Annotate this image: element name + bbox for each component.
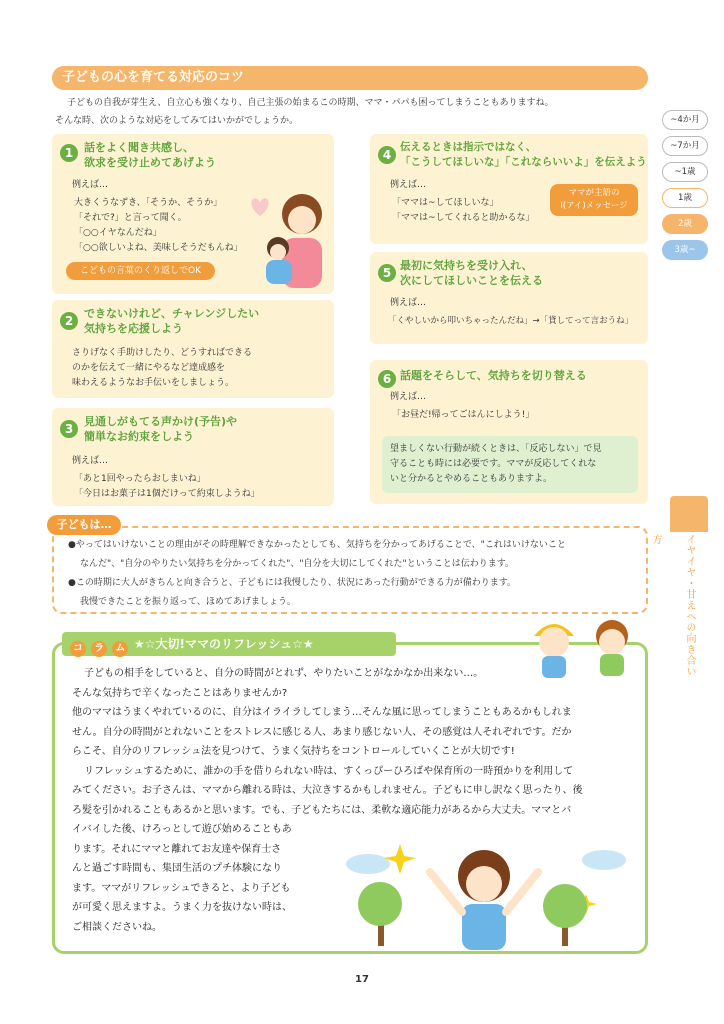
intro-line-2: そんな時、次のような対応をしてみてはいかがでしょうか。: [55, 116, 299, 126]
tip-3-example: 例えば…: [72, 456, 109, 466]
mother-child-illustration: [248, 182, 328, 290]
tip-1-callout: こどもの言葉のくり返しでOK: [66, 262, 215, 280]
tip-4-lines: 「ママは~してほしいな」 「ママは~してくれると助かるな」: [392, 198, 535, 223]
tip-3-number: 3: [60, 418, 78, 438]
tip-2-lines: さりげなく手助けしたり、どうすればできる のかを伝えて一緒にやるなど達成感を 味わえるようなお手伝いをしましょう。: [72, 348, 253, 388]
page-number: 17: [355, 974, 369, 985]
tip-2-card: [52, 300, 334, 398]
tip-1-lines: 大きくうなずき、「そうか、そうか」 「それで?」と言って聞く。 「○○イヤなんだね」 「○○欲しいよね、美味しそうだもんね」: [74, 198, 243, 253]
tip-4-card: [370, 134, 648, 244]
tab-4months[interactable]: ~4か月: [662, 110, 708, 130]
column-title: ★☆大切!ママのリフレッシュ☆★: [134, 637, 314, 651]
tip-5-title: 最初に気持ちを受け入れ、 次にしてほしいことを伝える: [400, 259, 543, 287]
tip-6-example: 例えば…: [390, 392, 427, 402]
column-label: コ ラ ム: [70, 636, 128, 657]
tip-6-lines: 「お昼だ!帰ってごはんにしよう!」: [392, 410, 535, 420]
tip-5-card: [370, 252, 648, 344]
tip-2-number: 2: [60, 310, 78, 330]
tip-3-lines: 「あと1回やったらおしまいね」 「今日はお菓子は1個だけって約束しようね」: [74, 474, 260, 499]
tip-6-card: [370, 360, 648, 504]
tip-5-lines: 「くやしいから叩いちゃったんだね」→「貸してって言おうね」: [388, 316, 634, 326]
tab-1year-under[interactable]: ~1歳: [662, 162, 708, 182]
tip-6-number: 6: [378, 368, 396, 388]
category-tab: [670, 496, 708, 532]
column-text-bottom: イバイした後、けろっとして遊び始めることもあ ります。それにママと離れてお友達や保育士さ んと過ごす時間も、集団生活のプチ体験になり ます。ママがリフレッシュできると、より子ども が可愛く思えますよ。うまく力を抜けない時は、 ご相談くださいね。: [72, 824, 292, 933]
tip-1-example: 例えば…: [72, 180, 109, 190]
tip-1-number: 1: [60, 142, 78, 162]
tip-6-title: 話題をそらして、気持ちを切り替える: [400, 369, 587, 382]
tab-7months[interactable]: ~7か月: [662, 136, 708, 156]
tip-5-number: 5: [378, 262, 396, 282]
kodomo-text: ●やってはいけないことの理由がその時理解できなかったとしても、気持ちを分かってあげることで、"これはいけないこと なんだ"、"自分のやりたい気持ちを分かってくれた"、"自分を大切にしてくれた"ということは伝わります。 ●この時期に大人がきちんと向き合うと、子どもには我慢したり、状況にあった行動ができる力が備わります。 我慢できたことを振り返って、ほめてあげましょう。: [68, 540, 566, 607]
tip-1-card: [52, 134, 334, 294]
tip-3-title: 見通しがもてる声かけ(予告)や 簡単なお約束をしよう: [84, 415, 238, 443]
tip-6-note: 望ましくない行動が続くときは、「反応しない」で見 守ることも時には必要です。ママが反応してくれな いと分かるとやめることもありますよ。: [382, 436, 638, 493]
column-text-top: 子どもの相手をしていると、自分の時間がとれず、やりたいことがなかなか出来ない…。 そんな気持ちで辛くなったことはありませんか? 他のママはうまくやれているのに、自分はイライラしてしまう…そんな風に思ってしまうこともあるかもしれま せん。自分の時間がとれないことをストレスに感じる人、あまり感じない人、その感覚は人それぞれです。だか らこそ、自分のリフレッシュ法を見つけて、うまく気持ちをコントロールしていくことが大切です! リフレッシュするために、誰かの手を借りられない時は、すくっぴーひろばや保育所の一時預かりを利用して みてください。お子さんは、ママから離れる時は、大泣きするかもしれません。子どもに申し訳なく思ったり、後 ろ髪を引かれることもあるかと思います。でも、子どもたちには、柔軟な適応能力があるから大丈夫。ママとバ: [72, 668, 583, 816]
mother-refresh-illustration: [334, 832, 640, 950]
tip-2-title: できないけれど、チャレンジしたい 気持ちを応援しよう: [84, 307, 260, 335]
category-label: イヤイヤ・甘えへの向き合い方: [650, 534, 695, 677]
tab-3years[interactable]: 3歳~: [662, 240, 708, 260]
intro-text: [55, 94, 645, 130]
tip-4-example: 例えば…: [390, 180, 427, 190]
tip-5-example: 例えば…: [390, 298, 427, 308]
tip-4-callout: ママが主語の I(アイ)メッセージ: [550, 184, 638, 216]
tip-4-number: 4: [378, 144, 396, 164]
tip-1-title: 話をよく聞き共感し、 欲求を受け止めてあげよう: [84, 141, 216, 169]
section-title: 子どもの心を育てる対応のコツ: [52, 66, 648, 90]
tab-2years[interactable]: 2歳: [662, 214, 708, 234]
tab-1year[interactable]: 1歳: [662, 188, 708, 208]
tip-4-title: 伝えるときは指示ではなく、 「こうしてほしいな」「これならいいよ」を伝えよう: [400, 141, 647, 168]
intro-line-1: 子どもの自我が芽生え、自立心も強くなり、自己主張の始まるこの時期、ママ・パパも困ってしまうこともありますね。: [67, 98, 554, 108]
kodomo-label: 子どもは…: [47, 515, 121, 535]
tip-3-card: [52, 408, 334, 506]
